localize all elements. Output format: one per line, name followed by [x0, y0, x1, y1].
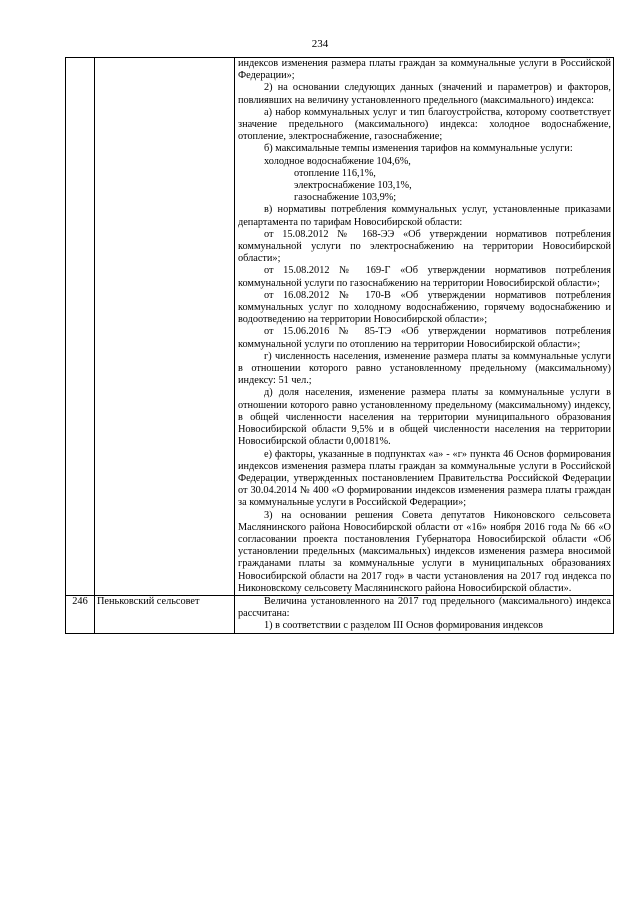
- paragraph: газоснабжение 103,9%;: [294, 192, 397, 204]
- table-row: [66, 58, 614, 596]
- municipality-name-cell: [95, 58, 235, 596]
- table-row: [66, 595, 614, 633]
- paragraph: 2) на основании следующих данных (значений и параметров) и факторов, повлиявших на величину установленного предельного (максимального) индекса:: [238, 82, 611, 106]
- row-number-cell: [66, 58, 95, 596]
- document-table: [65, 57, 614, 634]
- paragraph: е) факторы, указанные в подпунктах «а» - «г» пункта 46 Основ формирования индексов изменения размера платы граждан за коммунальные услуги в Российской Федерации, утвержденных постановлением Правительства Российской Федерации от 30.04.2014 № 400 «О формировании индексов изменения размера платы граждан за коммунальные услуги в Российской Федерации»;: [238, 448, 611, 509]
- paragraph: от 15.06.2016 № 85-ТЭ «Об утверждении нормативов потребления коммунальной услуги по отоплению на территории Новосибирской области»;: [238, 326, 611, 350]
- paragraph: 3) на основании решения Совета депутатов Никоновского сельсовета Маслянинского района Новосибирской области от «16» ноября 2016 года № 66 «О согласовании проекта постановления Губернатора Новосибирской области «Об установлении предельных (максимальных) индексов изменения размера вносимой гражданами платы за коммунальные услуги в муниципальных образованиях Новосибирской области на 2017 год» в части установления на 2017 год индекса по Никоновскому сельсовету Маслянинского района Новосибирской области».: [238, 509, 611, 594]
- paragraph: от 15.08.2012 № 168-ЭЭ «Об утверждении нормативов потребления коммунальной услуги по электроснабжению на территории Новосибирской области»;: [238, 228, 611, 265]
- description-cell: [235, 58, 614, 596]
- paragraph: д) доля населения, изменение размера платы за коммунальные услуги в отношении которого равно установленному предельному (максимальному) индексу, в общей численности населения на территории муниципального образования Новосибирской области 9,5% и в общей численности населения на территории Новосибирской области 0,00181%.: [238, 387, 611, 448]
- paragraph: б) максимальные темпы изменения тарифов на коммунальные услуги:: [264, 143, 573, 155]
- paragraph: а) набор коммунальных услуг и тип благоустройства, которому соответствует значение предельного (максимального) индекса: холодное водоснабжение, отопление, электроснабжение, газоснабжение;: [238, 106, 611, 143]
- paragraph: от 15.08.2012 № 169-Г «Об утверждении нормативов потребления коммунальной услуги по газоснабжению на территории Новосибирской области»;: [238, 265, 611, 289]
- paragraph: индексов изменения размера платы граждан за коммунальные услуги в Российской Федерации»;: [238, 58, 611, 82]
- paragraph: 1) в соответствии с разделом III Основ формирования индексов: [264, 620, 543, 632]
- row-number-cell: 246: [66, 595, 95, 633]
- paragraph: холодное водоснабжение 104,6%,: [264, 155, 411, 167]
- paragraph: отопление 116,1%,: [294, 167, 376, 179]
- page-number: 234: [311, 38, 329, 50]
- paragraph: Величина установленного на 2017 год предельного (максимального) индекса рассчитана:: [238, 595, 611, 620]
- paragraph: г) численность населения, изменение размера платы за коммунальные услуги в отношении которого равно установленному предельному (максимальному) индексу: 51 чел.;: [238, 350, 611, 387]
- municipality-name-cell: Пеньковский сельсовет: [95, 595, 235, 633]
- paragraph: электроснабжение 103,1%,: [294, 180, 412, 192]
- paragraph: от 16.08.2012 № 170-В «Об утверждении нормативов потребления коммунальных услуг по холодному водоснабжению, горячему водоснабжению и водоотведению на территории Новосибирской области»;: [238, 289, 611, 326]
- paragraph: в) нормативы потребления коммунальных услуг, установленные приказами департамента по тарифам Новосибирской области:: [238, 204, 611, 228]
- description-cell: [235, 595, 614, 633]
